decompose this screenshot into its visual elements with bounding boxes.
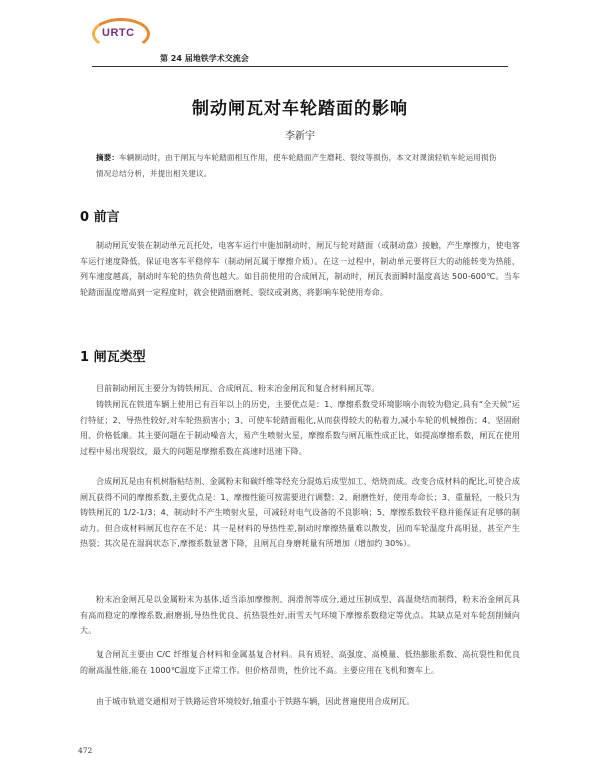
paper-title: 制动闸瓦对车轮踏面的影响 xyxy=(192,99,408,119)
types-paragraph-3: 合成闸瓦是由有机树脂粘结剂、金属粉末和碳纤维等经充分混炼后成型加工、焙烧而成。改变合成材料的配比,可使合成闸瓦获得不同的摩擦系数,主要优点是：1、摩擦性能可按需要进行调整；2、耐磨性好，使用寿命长；3、重量轻，一般只为铸铁闸瓦的 1/2-1/3；4、制动时不产生喷射火星，可减轻对电气设备的不良影响；5、摩擦系数较平稳并能保证有足够的制动力。但合成材料闸瓦也存在不足：其一是材料的导热性差,制动时摩擦热量难以散发，因而车轮温度升高明显，甚至产生热裂；其次是在湿润状态下,摩擦系数显著下降，且闸瓦自身磨耗量有所增加（增加约 30%）。 xyxy=(80,477,520,549)
header-divider xyxy=(92,66,508,67)
section-heading-intro: 0 前言 xyxy=(80,210,120,225)
section-heading-types: 1 闸瓦类型 xyxy=(80,350,146,365)
page-number: 472 xyxy=(78,746,93,755)
intro-paragraph: 制动闸瓦安装在制动单元瓦托处，电客车运行中施加制动时，闸瓦与轮对踏面（或制动盘）接触，产生摩擦力，使电客车运行速度降低，保证电客车平稳停车（制动闸瓦属于摩擦介质）。在这一过程中，制动单元要将巨大的动能转变为热能，列车速度越高，制动时车轮的热负荷也越大。如目前使用的合成闸瓦，制动时，闸瓦表面瞬时温度高达 500-600℃。当车轮踏面温度增高到一定程度时，就会使踏面磨耗、裂纹或剥离，将影响车轮使用寿命。 xyxy=(80,241,520,297)
conference-name: 第 24 届地铁学术交流会 xyxy=(160,54,249,63)
types-paragraph-2: 铸铁闸瓦在铁道车辆上使用已有百年以上的历史，主要优点是：1、摩擦系数受环境影响小而较为稳定,具有“全天候”运行特征；2、导热性较好,对车轮热损害小；3、可使车轮踏面粗化,从而获得较大的粘着力,减小车轮的机械擦伤；4、坚固耐用、价格低廉。其主要问题在于制动噪音大，易产生喷射火星，摩擦系数与闸瓦瓶性成正比，如提高摩擦系数，闸瓦在使用过程中易出现裂纹，最大的问题是摩擦系数在高速时迅速下降。 xyxy=(80,400,520,456)
types-paragraph-1: 目前制动闸瓦主要分为铸铁闸瓦、合成闸瓦、粉末冶金闸瓦和复合材料闸瓦等。 xyxy=(96,384,380,393)
abstract xyxy=(96,150,504,182)
logo-text: URTC xyxy=(102,27,135,39)
types-paragraph-4: 粉末冶金闸瓦是以金属粉末为基体,适当添加摩擦剂、润滑剂等成分,通过压制成型、高温烧结而制得，粉末冶金闸瓦具有高而稳定的摩擦系数,耐磨损,导热性优良、抗热裂性好,雨雪天气环境下摩擦系数稳定等优点。其缺点是对车轮刮削倾向大。 xyxy=(80,595,520,636)
types-paragraph-6: 由于城市轨道交通相对于铁路运营环境较好,轴重小于铁路车辆，因此普遍使用合成闸瓦。 xyxy=(96,697,415,706)
author-name: 李新宇 xyxy=(285,131,315,142)
types-paragraph-5: 复合闸瓦主要由 C/C 纤维复合材料和金属基复合材料。具有质轻、高强度、高模量、低热膨胀系数、高抗裂性和优良的耐高温性能,能在 1000℃温度下正常工作。但价格昂贵，性价比不高。主要应用在飞机和赛车上。 xyxy=(80,650,520,675)
abstract-label: 摘要： xyxy=(96,153,120,162)
urtc-logo xyxy=(92,18,152,52)
abstract-text: 车辆制动时，由于闸瓦与车轮踏面相互作用，使车轮踏面产生磨耗、裂纹等损伤，本文对课演轻轨车轮运用损伤情况总结分析，并提出相关建议。 xyxy=(96,153,497,178)
